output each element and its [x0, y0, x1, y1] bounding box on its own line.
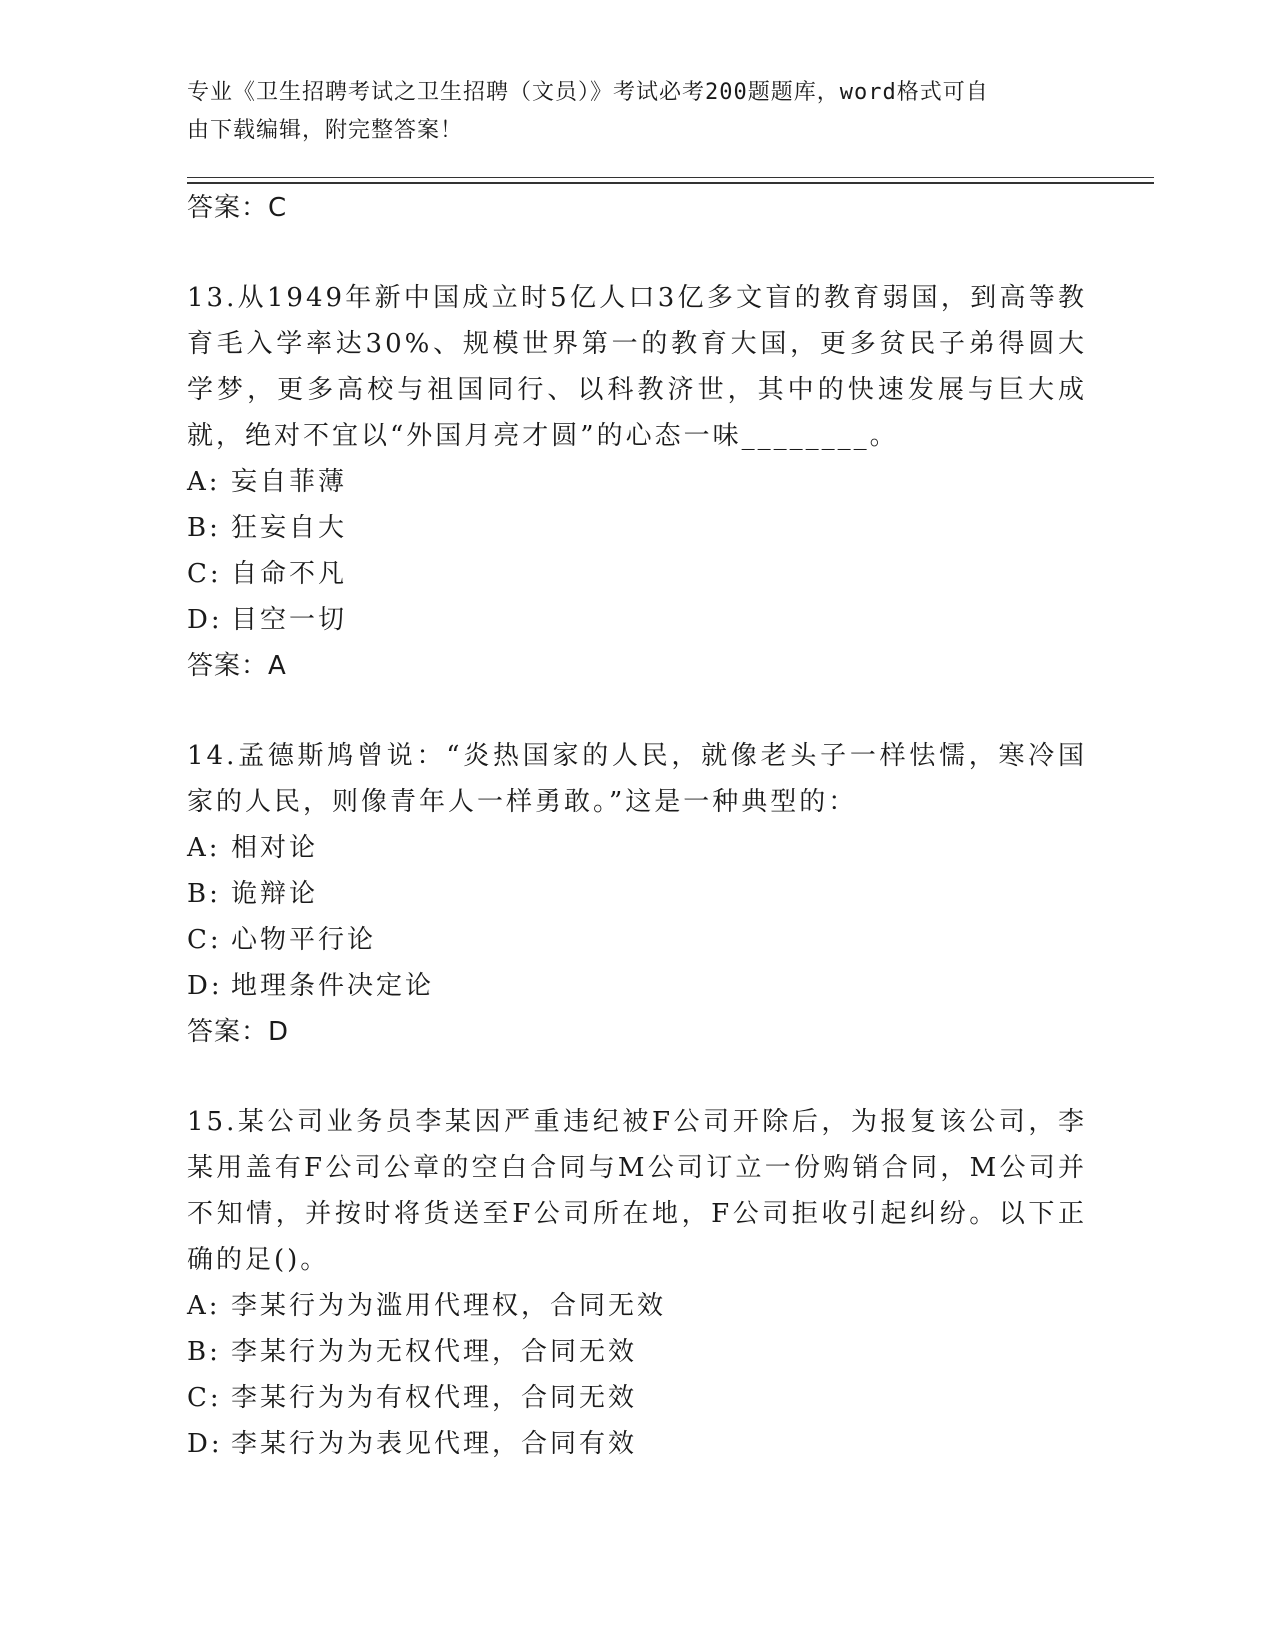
option-key: B:: [187, 1337, 221, 1367]
option-text: 李某行为为表见代理，合同有效: [231, 1429, 638, 1459]
option-text: 狂妄自大: [231, 513, 348, 543]
option-key: B:: [187, 513, 221, 543]
option-text: 妄自菲薄: [231, 467, 348, 497]
question-content: [187, 185, 1087, 1467]
option-b: [187, 1329, 1087, 1375]
option-text: 心物平行论: [231, 925, 377, 955]
option-a: [187, 825, 1087, 871]
answer-12: 答案：C: [187, 193, 288, 223]
option-key: C:: [187, 559, 222, 589]
question-stem: 13.从1949年新中国成立时5亿人口3亿多文盲的教育弱国，到高等教育毛入学率达30%、规模世界第一的教育大国，更多贫民子弟得圆大学梦，更多高校与祖国同行、以科教济世，其中的快速发展与巨大成就，绝对不宜以“外国月亮才圆”的心态一味________。: [187, 283, 1087, 451]
question-13: [187, 275, 1087, 689]
option-c: [187, 1375, 1087, 1421]
option-a: [187, 1283, 1087, 1329]
answer-13: 答案：A: [187, 651, 287, 681]
option-b: [187, 505, 1087, 551]
question-15: [187, 1099, 1087, 1467]
option-d: [187, 597, 1087, 643]
option-text: 相对论: [231, 833, 319, 863]
option-key: A:: [187, 1291, 221, 1321]
option-key: D:: [187, 1429, 223, 1459]
option-key: B:: [187, 879, 221, 909]
header-line-2: 由下载编辑，附完整答案！: [187, 118, 464, 143]
header-divider-thin: [187, 177, 1154, 178]
option-b: [187, 871, 1087, 917]
option-text: 诡辩论: [231, 879, 319, 909]
option-list: [187, 825, 1087, 1009]
option-c: [187, 917, 1087, 963]
option-text: 自命不凡: [231, 559, 348, 589]
option-text: 李某行为为有权代理，合同无效: [231, 1383, 638, 1413]
option-d: [187, 1421, 1087, 1467]
header-divider-thick: [187, 182, 1154, 184]
option-c: [187, 551, 1087, 597]
question-14: [187, 733, 1087, 1055]
option-text: 地理条件决定论: [231, 971, 435, 1001]
option-key: D:: [187, 605, 223, 635]
header-line-1: 专业《卫生招聘考试之卫生招聘（文员）》考试必考200题题库，word格式可自: [187, 80, 989, 105]
option-list: [187, 459, 1087, 643]
option-d: [187, 963, 1087, 1009]
question-stem: 15.某公司业务员李某因严重违纪被F公司开除后，为报复该公司，李某用盖有F公司公章的空白合同与M公司订立一份购销合同，M公司并不知情，并按时将货送至F公司所在地，F公司拒收引起纠纷。以下正确的足()。: [187, 1107, 1087, 1275]
option-text: 李某行为为滥用代理权，合同无效: [231, 1291, 667, 1321]
option-key: A:: [187, 467, 221, 497]
option-text: 目空一切: [231, 605, 348, 635]
option-key: C:: [187, 1383, 222, 1413]
option-text: 李某行为为无权代理，合同无效: [231, 1337, 638, 1367]
option-list: [187, 1283, 1087, 1467]
question-stem: 14.孟德斯鸠曾说：“炎热国家的人民，就像老头子一样怯懦，寒冷国家的人民，则像青年人一样勇敢。”这是一种典型的：: [187, 741, 1087, 817]
option-key: D:: [187, 971, 223, 1001]
answer-14: 答案：D: [187, 1017, 290, 1047]
page-header: [187, 74, 1067, 150]
option-a: [187, 459, 1087, 505]
option-key: A:: [187, 833, 221, 863]
option-key: C:: [187, 925, 222, 955]
